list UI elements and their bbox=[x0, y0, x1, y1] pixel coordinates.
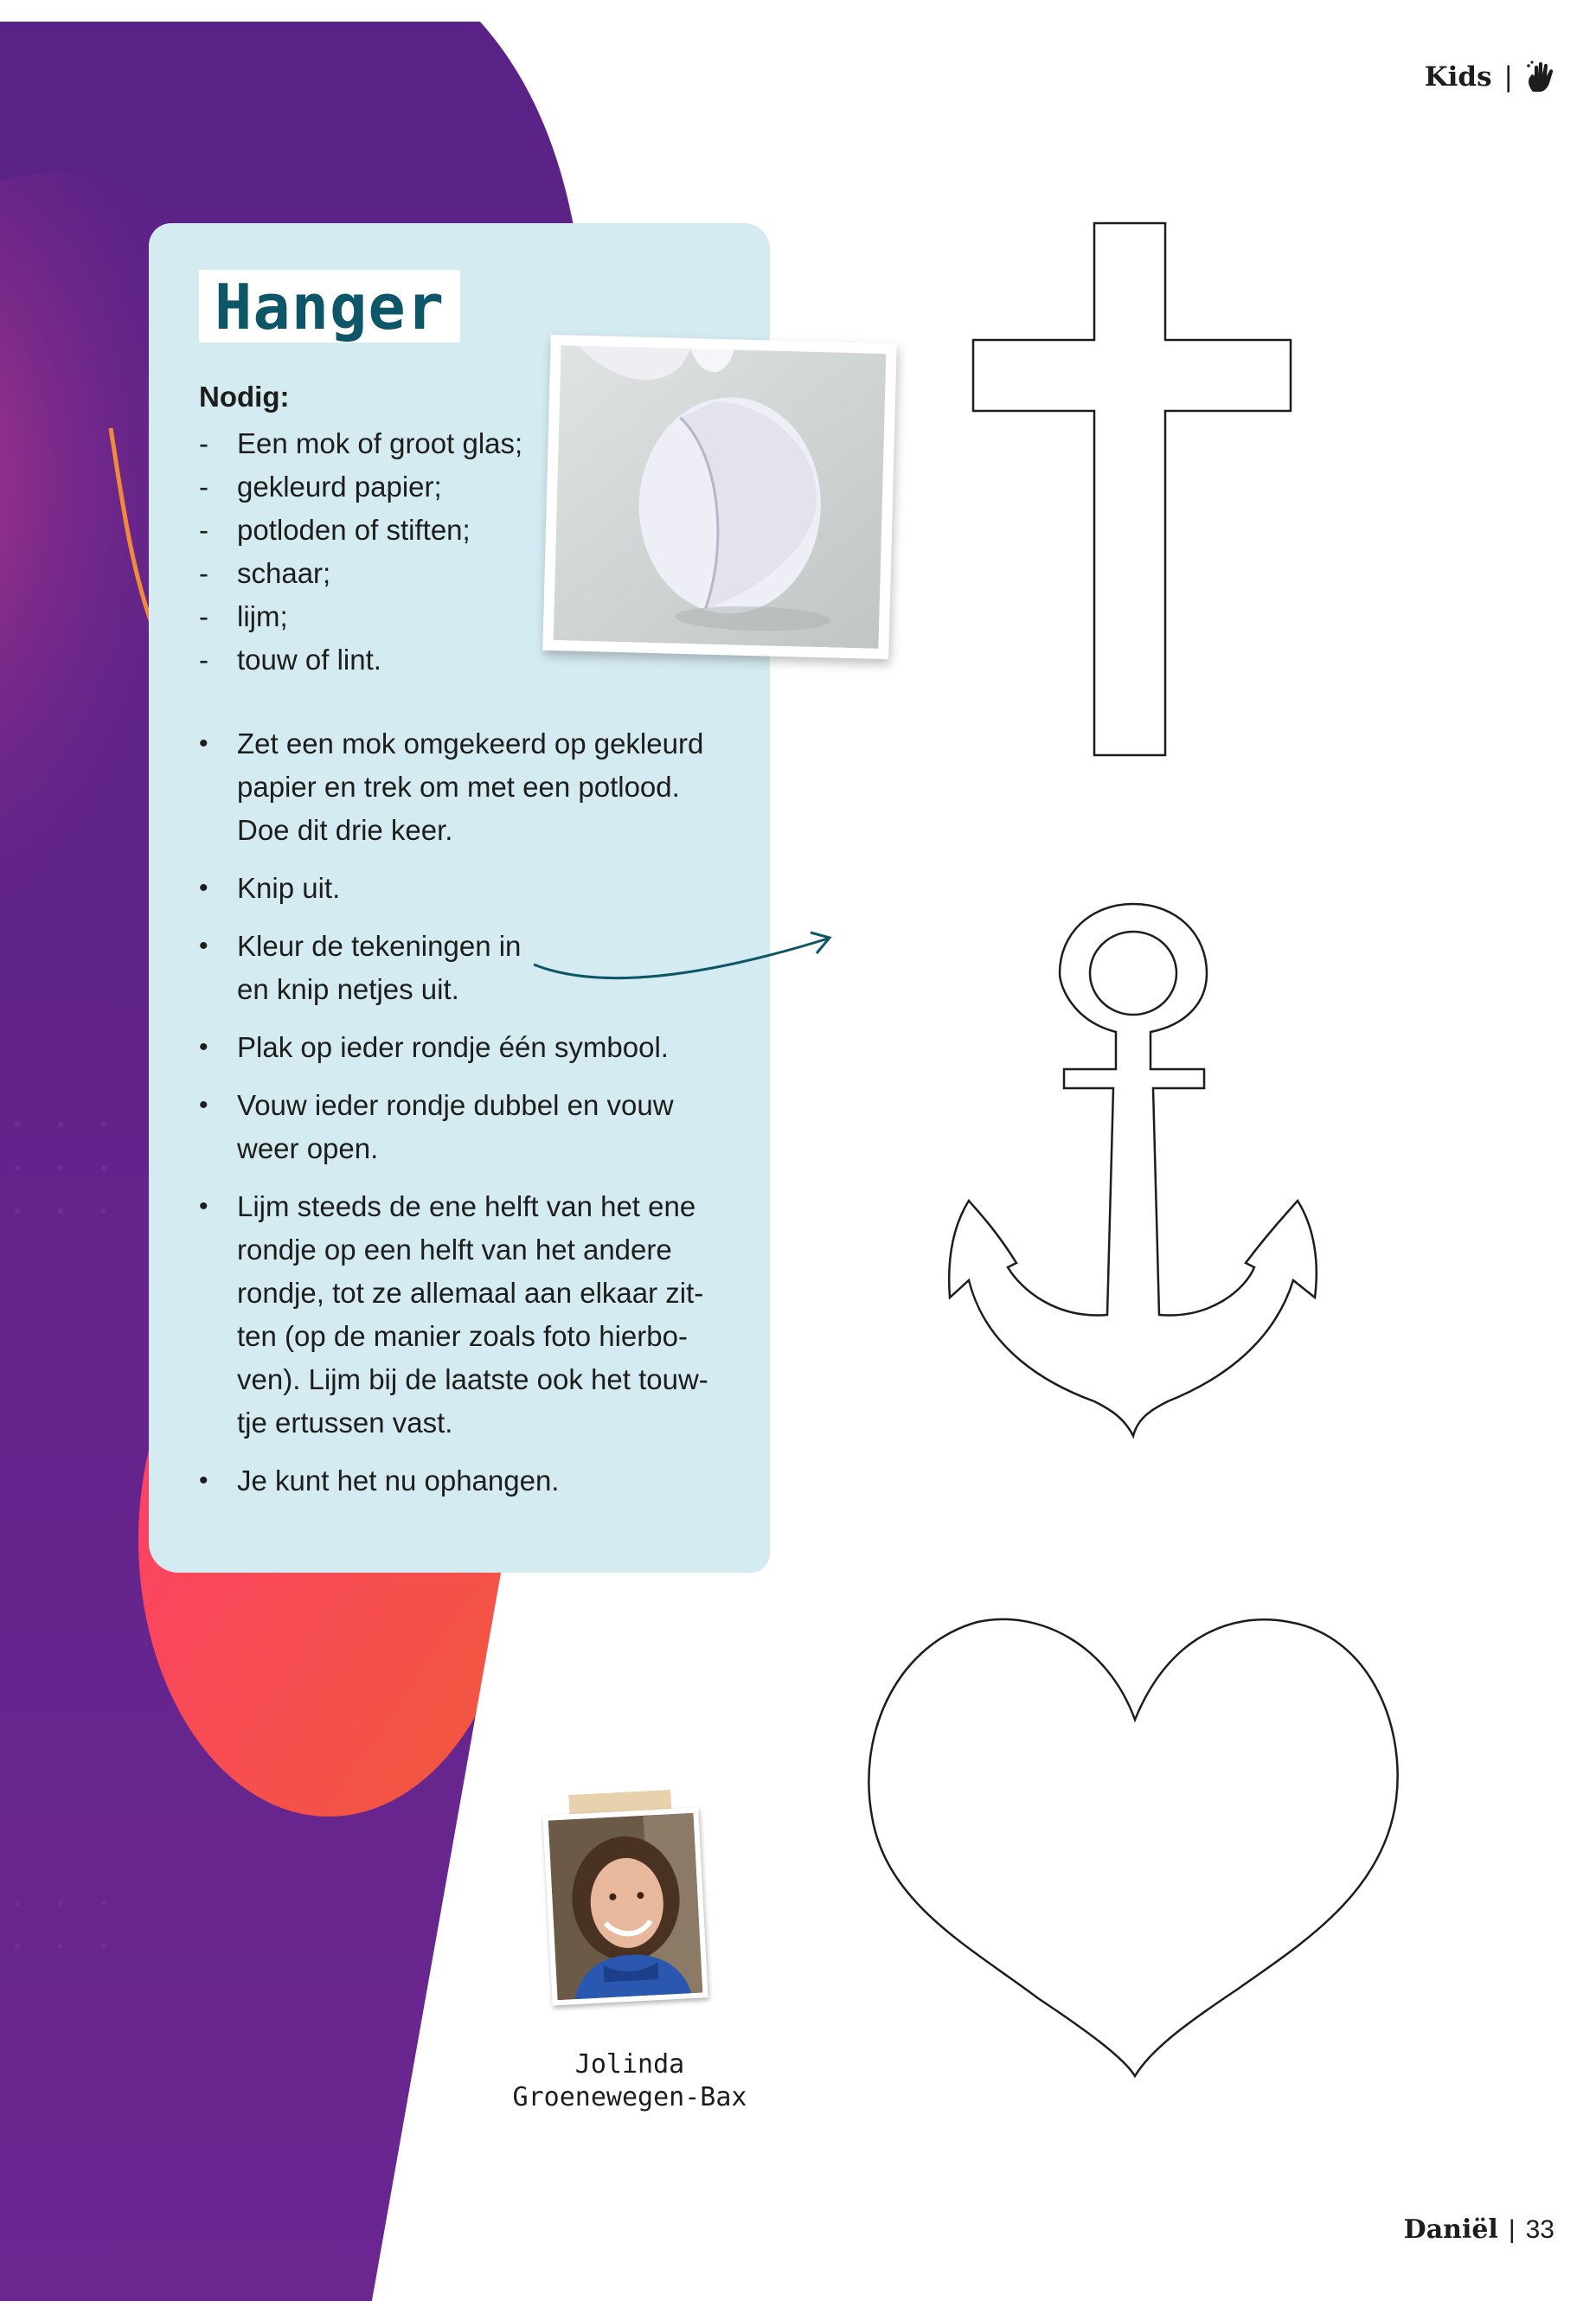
step-item: • Lijm steeds de ene helft van het ene rondje op een helft van het andere rondje, tot ze allemaal aan elkaar zit-ten (op de manier zoals foto hierbo-ven). Lijm bij de laatste ook het touw-tje ertussen vast. bbox=[199, 1190, 708, 1439]
step-item: • Knip uit. bbox=[199, 872, 341, 904]
footer-separator: | bbox=[1508, 2214, 1516, 2244]
heart-shape bbox=[869, 1619, 1397, 2076]
magazine-name: Daniël bbox=[1403, 2214, 1498, 2245]
cross-shape bbox=[973, 223, 1291, 755]
page-number: 33 bbox=[1525, 2214, 1554, 2244]
list-item: - Een mok of groot glas; bbox=[199, 427, 523, 459]
step-item: • Je kunt het nu ophangen. bbox=[199, 1465, 560, 1497]
list-item: - potloden of stiften; bbox=[199, 514, 471, 546]
step-item: • Vouw ieder rondje dubbel en vouw weer open. bbox=[199, 1089, 674, 1164]
list-item: - schaar; bbox=[199, 557, 331, 589]
list-item: - gekleurd papier; bbox=[199, 471, 442, 503]
anchor-shape bbox=[949, 904, 1317, 1436]
author-name: Jolinda Groenewegen-Bax bbox=[512, 2049, 747, 2112]
page-footer bbox=[1404, 2214, 1554, 2245]
avatar bbox=[542, 1807, 708, 2005]
needs-heading: Nodig: bbox=[199, 381, 290, 413]
page-title: Hanger bbox=[215, 271, 445, 343]
list-item: - lijm; bbox=[199, 600, 288, 632]
list-item: - touw of lint. bbox=[199, 644, 381, 676]
header-separator: | bbox=[1503, 61, 1513, 93]
step-item: • Kleur de tekeningen in en knip netjes uit. bbox=[199, 930, 522, 1005]
section-label: Kids bbox=[1424, 61, 1492, 93]
step-item: • Plak op ieder rondje één symbool. bbox=[199, 1031, 669, 1063]
step-item: • Zet een mok omgekeerd op gekleurd papier en trek om met een potlood. Doe dit drie keer. bbox=[199, 727, 704, 846]
